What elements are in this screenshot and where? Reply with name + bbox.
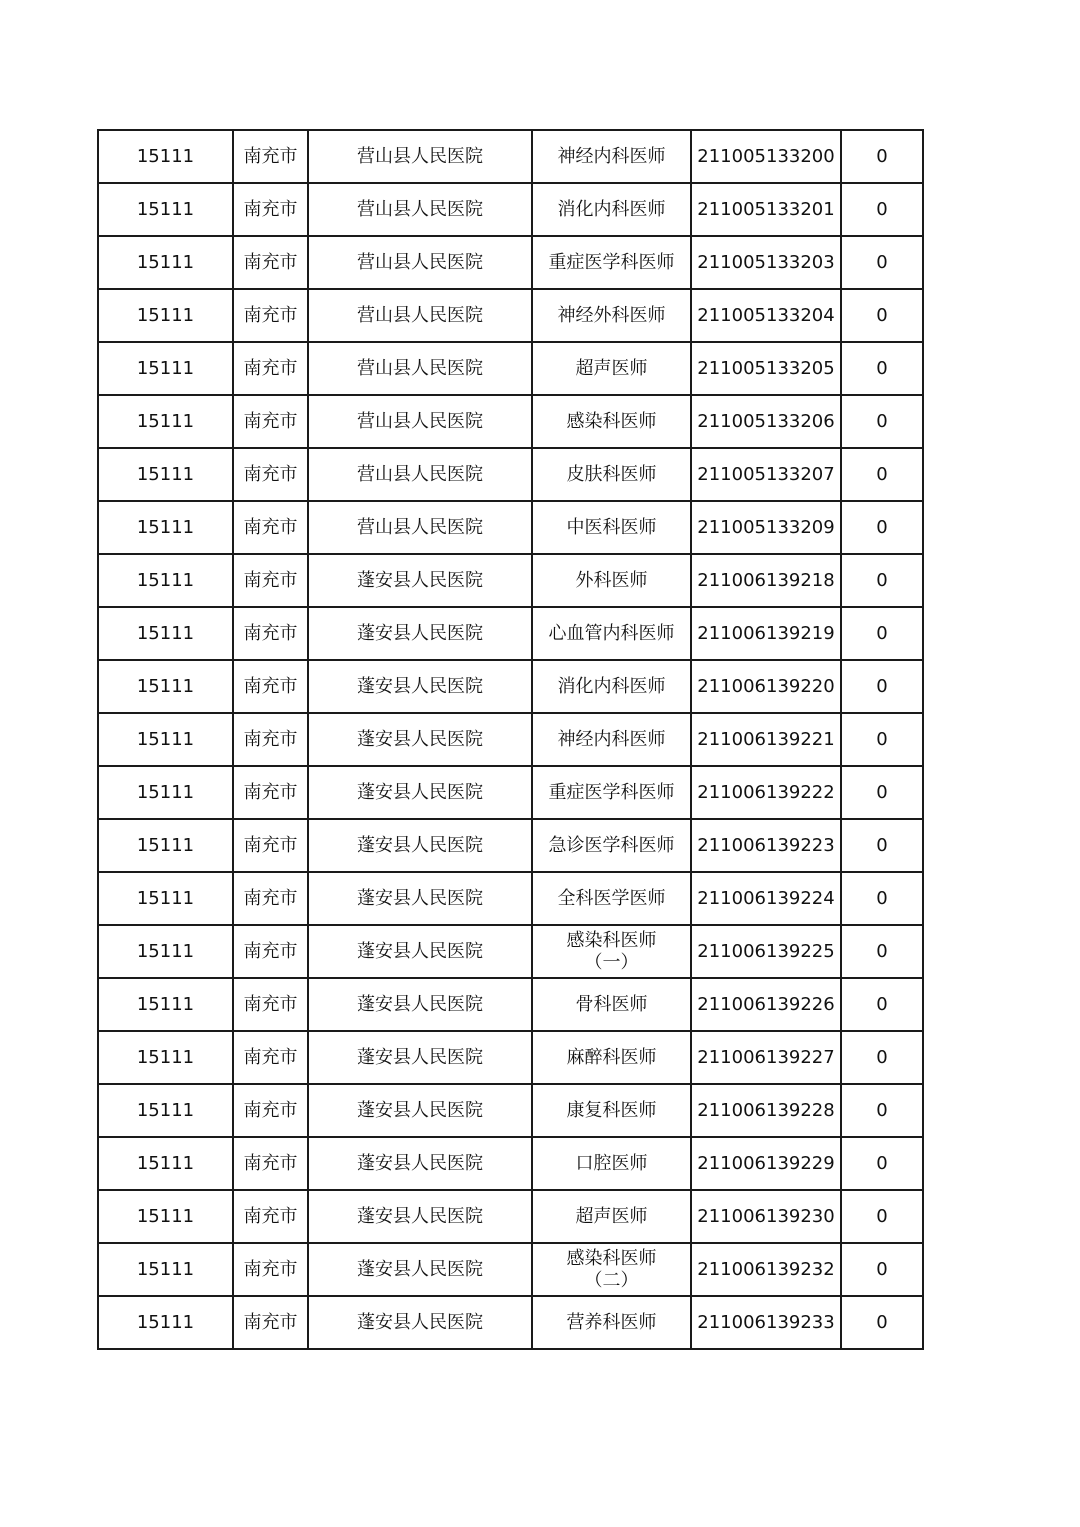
cell-city: 南充市 [233,1084,308,1137]
table-row [98,1084,923,1137]
cell-exam-code: 15111 [98,607,233,660]
position-name-line: 重症医学科医师 [548,781,675,803]
cell-count: 0 [841,1031,923,1084]
cell-count: 0 [841,130,923,183]
cell-position-name [532,130,691,183]
cell-position-name [532,607,691,660]
position-name-line: 外科医师 [575,569,648,591]
cell-exam-code: 15111 [98,183,233,236]
cell-city: 南充市 [233,713,308,766]
cell-exam-code: 15111 [98,1296,233,1349]
cell-count: 0 [841,1137,923,1190]
cell-unit-name: 蓬安县人民医院 [308,925,532,978]
cell-count: 0 [841,872,923,925]
position-name-line: 超声医师 [575,357,648,379]
cell-position-name [532,342,691,395]
cell-position-name [532,766,691,819]
cell-exam-code: 15111 [98,978,233,1031]
cell-position-name [532,1084,691,1137]
cell-count: 0 [841,289,923,342]
position-name-line: （一） [584,951,639,973]
cell-unit-name: 营山县人民医院 [308,448,532,501]
table-row [98,342,923,395]
cell-city: 南充市 [233,1296,308,1349]
position-name-line: （二） [584,1269,639,1291]
cell-exam-code: 15111 [98,1031,233,1084]
cell-unit-name: 营山县人民医院 [308,183,532,236]
cell-exam-code: 15111 [98,342,233,395]
cell-position-code: 211005133207 [691,448,841,501]
cell-city: 南充市 [233,236,308,289]
position-name-line: 感染科医师 [566,929,657,951]
cell-position-name [532,395,691,448]
position-name-line: 感染科医师 [566,410,657,432]
cell-position-name [532,713,691,766]
cell-unit-name: 蓬安县人民医院 [308,554,532,607]
cell-position-name [532,1243,691,1296]
cell-unit-name: 营山县人民医院 [308,236,532,289]
position-name-line: 消化内科医师 [557,675,666,697]
cell-position-code: 211006139227 [691,1031,841,1084]
position-name-line: 中医科医师 [566,516,657,538]
cell-unit-name: 蓬安县人民医院 [308,1031,532,1084]
cell-position-code: 211005133204 [691,289,841,342]
cell-position-code: 211006139226 [691,978,841,1031]
cell-exam-code: 15111 [98,819,233,872]
cell-position-code: 211006139218 [691,554,841,607]
cell-count: 0 [841,342,923,395]
table-row [98,289,923,342]
cell-position-name [532,289,691,342]
cell-position-name [532,448,691,501]
table-row [98,183,923,236]
cell-exam-code: 15111 [98,501,233,554]
cell-exam-code: 15111 [98,1084,233,1137]
table-row [98,448,923,501]
cell-city: 南充市 [233,872,308,925]
table-row [98,1137,923,1190]
table-row [98,395,923,448]
table-row [98,501,923,554]
cell-unit-name: 蓬安县人民医院 [308,819,532,872]
cell-city: 南充市 [233,448,308,501]
table-row [98,766,923,819]
cell-count: 0 [841,501,923,554]
cell-exam-code: 15111 [98,554,233,607]
cell-city: 南充市 [233,289,308,342]
cell-position-name [532,1190,691,1243]
cell-count: 0 [841,1296,923,1349]
cell-city: 南充市 [233,607,308,660]
cell-count: 0 [841,766,923,819]
cell-city: 南充市 [233,766,308,819]
table-body [98,130,923,1349]
cell-unit-name: 蓬安县人民医院 [308,978,532,1031]
cell-count: 0 [841,395,923,448]
cell-exam-code: 15111 [98,289,233,342]
cell-position-code: 211005133206 [691,395,841,448]
table-row [98,872,923,925]
table-row [98,819,923,872]
cell-exam-code: 15111 [98,1190,233,1243]
position-name-line: 康复科医师 [566,1099,657,1121]
cell-city: 南充市 [233,501,308,554]
table-row [98,925,923,978]
cell-exam-code: 15111 [98,925,233,978]
cell-exam-code: 15111 [98,1243,233,1296]
cell-unit-name: 蓬安县人民医院 [308,713,532,766]
position-name-line: 神经外科医师 [557,304,666,326]
cell-unit-name: 蓬安县人民医院 [308,1137,532,1190]
cell-count: 0 [841,978,923,1031]
table-row [98,1243,923,1296]
cell-city: 南充市 [233,1137,308,1190]
cell-count: 0 [841,1084,923,1137]
cell-city: 南充市 [233,1190,308,1243]
cell-unit-name: 蓬安县人民医院 [308,766,532,819]
table-row [98,660,923,713]
position-name-line: 神经内科医师 [557,145,666,167]
cell-count: 0 [841,819,923,872]
cell-position-code: 211006139220 [691,660,841,713]
cell-unit-name: 蓬安县人民医院 [308,660,532,713]
data-table [97,129,924,1350]
cell-position-code: 211006139230 [691,1190,841,1243]
cell-unit-name: 蓬安县人民医院 [308,1084,532,1137]
cell-unit-name: 蓬安县人民医院 [308,872,532,925]
cell-unit-name: 蓬安县人民医院 [308,1243,532,1296]
cell-count: 0 [841,554,923,607]
table-row [98,1296,923,1349]
table-row [98,1190,923,1243]
cell-position-code: 211006139229 [691,1137,841,1190]
cell-position-code: 211006139233 [691,1296,841,1349]
cell-position-name [532,1137,691,1190]
cell-position-code: 211006139223 [691,819,841,872]
cell-exam-code: 15111 [98,236,233,289]
cell-city: 南充市 [233,130,308,183]
position-name-line: 骨科医师 [575,993,648,1015]
cell-position-name [532,819,691,872]
cell-exam-code: 15111 [98,766,233,819]
cell-exam-code: 15111 [98,713,233,766]
cell-position-code: 211006139222 [691,766,841,819]
cell-count: 0 [841,236,923,289]
table-row [98,130,923,183]
table-row [98,236,923,289]
cell-position-code: 211006139228 [691,1084,841,1137]
position-name-line: 消化内科医师 [557,198,666,220]
position-name-line: 重症医学科医师 [548,251,675,273]
cell-unit-name: 营山县人民医院 [308,395,532,448]
cell-count: 0 [841,713,923,766]
table-row [98,978,923,1031]
cell-position-code: 211005133209 [691,501,841,554]
position-name-line: 急诊医学科医师 [548,834,675,856]
cell-count: 0 [841,183,923,236]
cell-position-code: 211006139219 [691,607,841,660]
cell-exam-code: 15111 [98,448,233,501]
cell-unit-name: 蓬安县人民医院 [308,607,532,660]
cell-exam-code: 15111 [98,1137,233,1190]
cell-count: 0 [841,1243,923,1296]
cell-count: 0 [841,660,923,713]
position-name-line: 心血管内科医师 [548,622,675,644]
cell-position-name [532,872,691,925]
cell-position-name [532,554,691,607]
cell-count: 0 [841,448,923,501]
cell-position-name [532,925,691,978]
cell-position-code: 211005133203 [691,236,841,289]
cell-exam-code: 15111 [98,395,233,448]
position-name-line: 口腔医师 [575,1152,648,1174]
document-sheet [97,129,922,1350]
table-row [98,554,923,607]
position-name-line: 麻醉科医师 [566,1046,657,1068]
cell-position-code: 211005133205 [691,342,841,395]
cell-position-code: 211006139224 [691,872,841,925]
table-row [98,1031,923,1084]
table-row [98,713,923,766]
cell-city: 南充市 [233,819,308,872]
position-name-line: 全科医学医师 [557,887,666,909]
cell-unit-name: 营山县人民医院 [308,501,532,554]
cell-city: 南充市 [233,342,308,395]
cell-position-name [532,183,691,236]
cell-city: 南充市 [233,978,308,1031]
cell-exam-code: 15111 [98,130,233,183]
cell-unit-name: 蓬安县人民医院 [308,1190,532,1243]
cell-count: 0 [841,607,923,660]
cell-city: 南充市 [233,1031,308,1084]
cell-position-name [532,236,691,289]
cell-city: 南充市 [233,925,308,978]
cell-position-name [532,501,691,554]
position-name-line: 感染科医师 [566,1247,657,1269]
cell-count: 0 [841,925,923,978]
cell-position-name [532,1031,691,1084]
cell-position-code: 211006139221 [691,713,841,766]
cell-unit-name: 蓬安县人民医院 [308,1296,532,1349]
cell-city: 南充市 [233,554,308,607]
cell-unit-name: 营山县人民医院 [308,130,532,183]
position-name-line: 皮肤科医师 [566,463,657,485]
cell-unit-name: 营山县人民医院 [308,342,532,395]
cell-exam-code: 15111 [98,872,233,925]
cell-position-code: 211006139232 [691,1243,841,1296]
cell-exam-code: 15111 [98,660,233,713]
cell-position-name [532,660,691,713]
position-name-line: 神经内科医师 [557,728,666,750]
cell-unit-name: 营山县人民医院 [308,289,532,342]
cell-position-name [532,978,691,1031]
cell-city: 南充市 [233,395,308,448]
cell-count: 0 [841,1190,923,1243]
cell-position-code: 211005133201 [691,183,841,236]
cell-city: 南充市 [233,1243,308,1296]
position-name-line: 超声医师 [575,1205,648,1227]
cell-position-name [532,1296,691,1349]
table-row [98,607,923,660]
cell-position-code: 211005133200 [691,130,841,183]
cell-position-code: 211006139225 [691,925,841,978]
position-name-line: 营养科医师 [566,1311,657,1333]
cell-city: 南充市 [233,183,308,236]
cell-city: 南充市 [233,660,308,713]
